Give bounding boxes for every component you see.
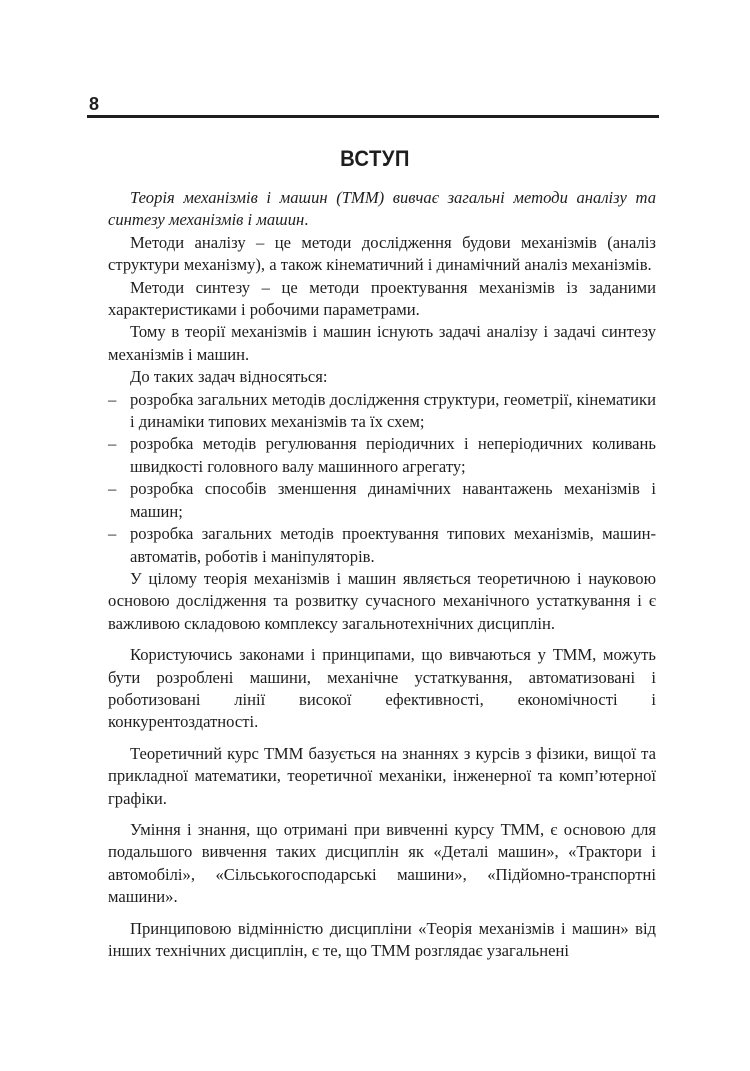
dash-marker: – <box>108 524 117 544</box>
list-item-text: розробка загальних методів дослідження структури, геометрії, кінематики і динаміки типових механізмів та їх схем; <box>130 389 656 432</box>
list-item-text: розробка методів регулювання періодичних і неперіодичних коливань швидкості головного валу машинного агрегату; <box>130 434 656 476</box>
list-item-text: розробка загальних методів проектування типових механізмів, машин-автоматів, роботів і маніпуляторів. <box>130 524 656 566</box>
paragraph: Принциповою відмінністю дисципліни «Теорія механізмів і машин» від інших технічних дисциплін, є те, що ТММ розглядає узагальнені <box>108 918 656 960</box>
list-item <box>108 523 656 568</box>
intro-italic-text: Теорія механізмів і машин (ТММ) вивчає загальні методи аналізу та синтезу механізмів і машин <box>108 188 656 230</box>
dash-marker: – <box>108 389 117 409</box>
paragraph: Методи аналізу – це методи дослідження будови механізмів (аналіз структури механізму), а також кінематичний і динамічний аналіз механізмів. <box>108 232 656 275</box>
list-item <box>108 433 656 478</box>
header-rule <box>87 115 659 118</box>
paragraph: Користуючись законами і принципами, що вивчаються у ТММ, можуть бути розроблені машини, механічне устаткування, автоматизовані і роботизовані лінії високої ефективності, економічності і конкурентоздатності. <box>108 645 656 732</box>
list-item-text: розробка способів зменшення динамічних навантажень механізмів і машин; <box>130 479 656 521</box>
paragraph: Уміння і знання, що отримані при вивченні курсу ТММ, є основою для подальшого вивчення таких дисциплін як «Деталі машин», «Трактори і автомобілі», «Сільськогосподарські машини», «Підйомно-транспортні машини». <box>108 819 656 907</box>
paragraph: У цілому теорія механізмів і машин являється теоретичною і науковою основою дослідження та розвитку сучасного механічного устаткування і є важливою складовою комплексу загальнотехнічних дисциплін. <box>108 568 656 633</box>
intro-end: . <box>304 210 309 230</box>
list-item <box>108 478 656 523</box>
dash-marker: – <box>108 434 117 454</box>
page-title: ВСТУП <box>340 146 410 171</box>
paragraph: Тому в теорії механізмів і машин існують задачі аналізу і задачі синтезу механізмів і машин. <box>108 322 656 364</box>
body-text <box>108 187 656 962</box>
paragraph: Методи синтезу – це методи проектування механізмів із заданими характеристиками і робочими параметрами. <box>108 277 656 320</box>
dash-marker: – <box>108 479 117 499</box>
list-item <box>108 389 656 434</box>
page-number: 8 <box>89 94 100 114</box>
paragraph: До таких задач відносяться: <box>130 367 328 387</box>
paragraph: Теоретичний курс ТММ базується на знаннях з курсів з фізики, вищої та прикладної математики, теоретичної механіки, інженерної та комп’ютерної графіки. <box>108 743 656 808</box>
task-list <box>108 389 656 568</box>
intro-paragraph <box>108 187 656 232</box>
